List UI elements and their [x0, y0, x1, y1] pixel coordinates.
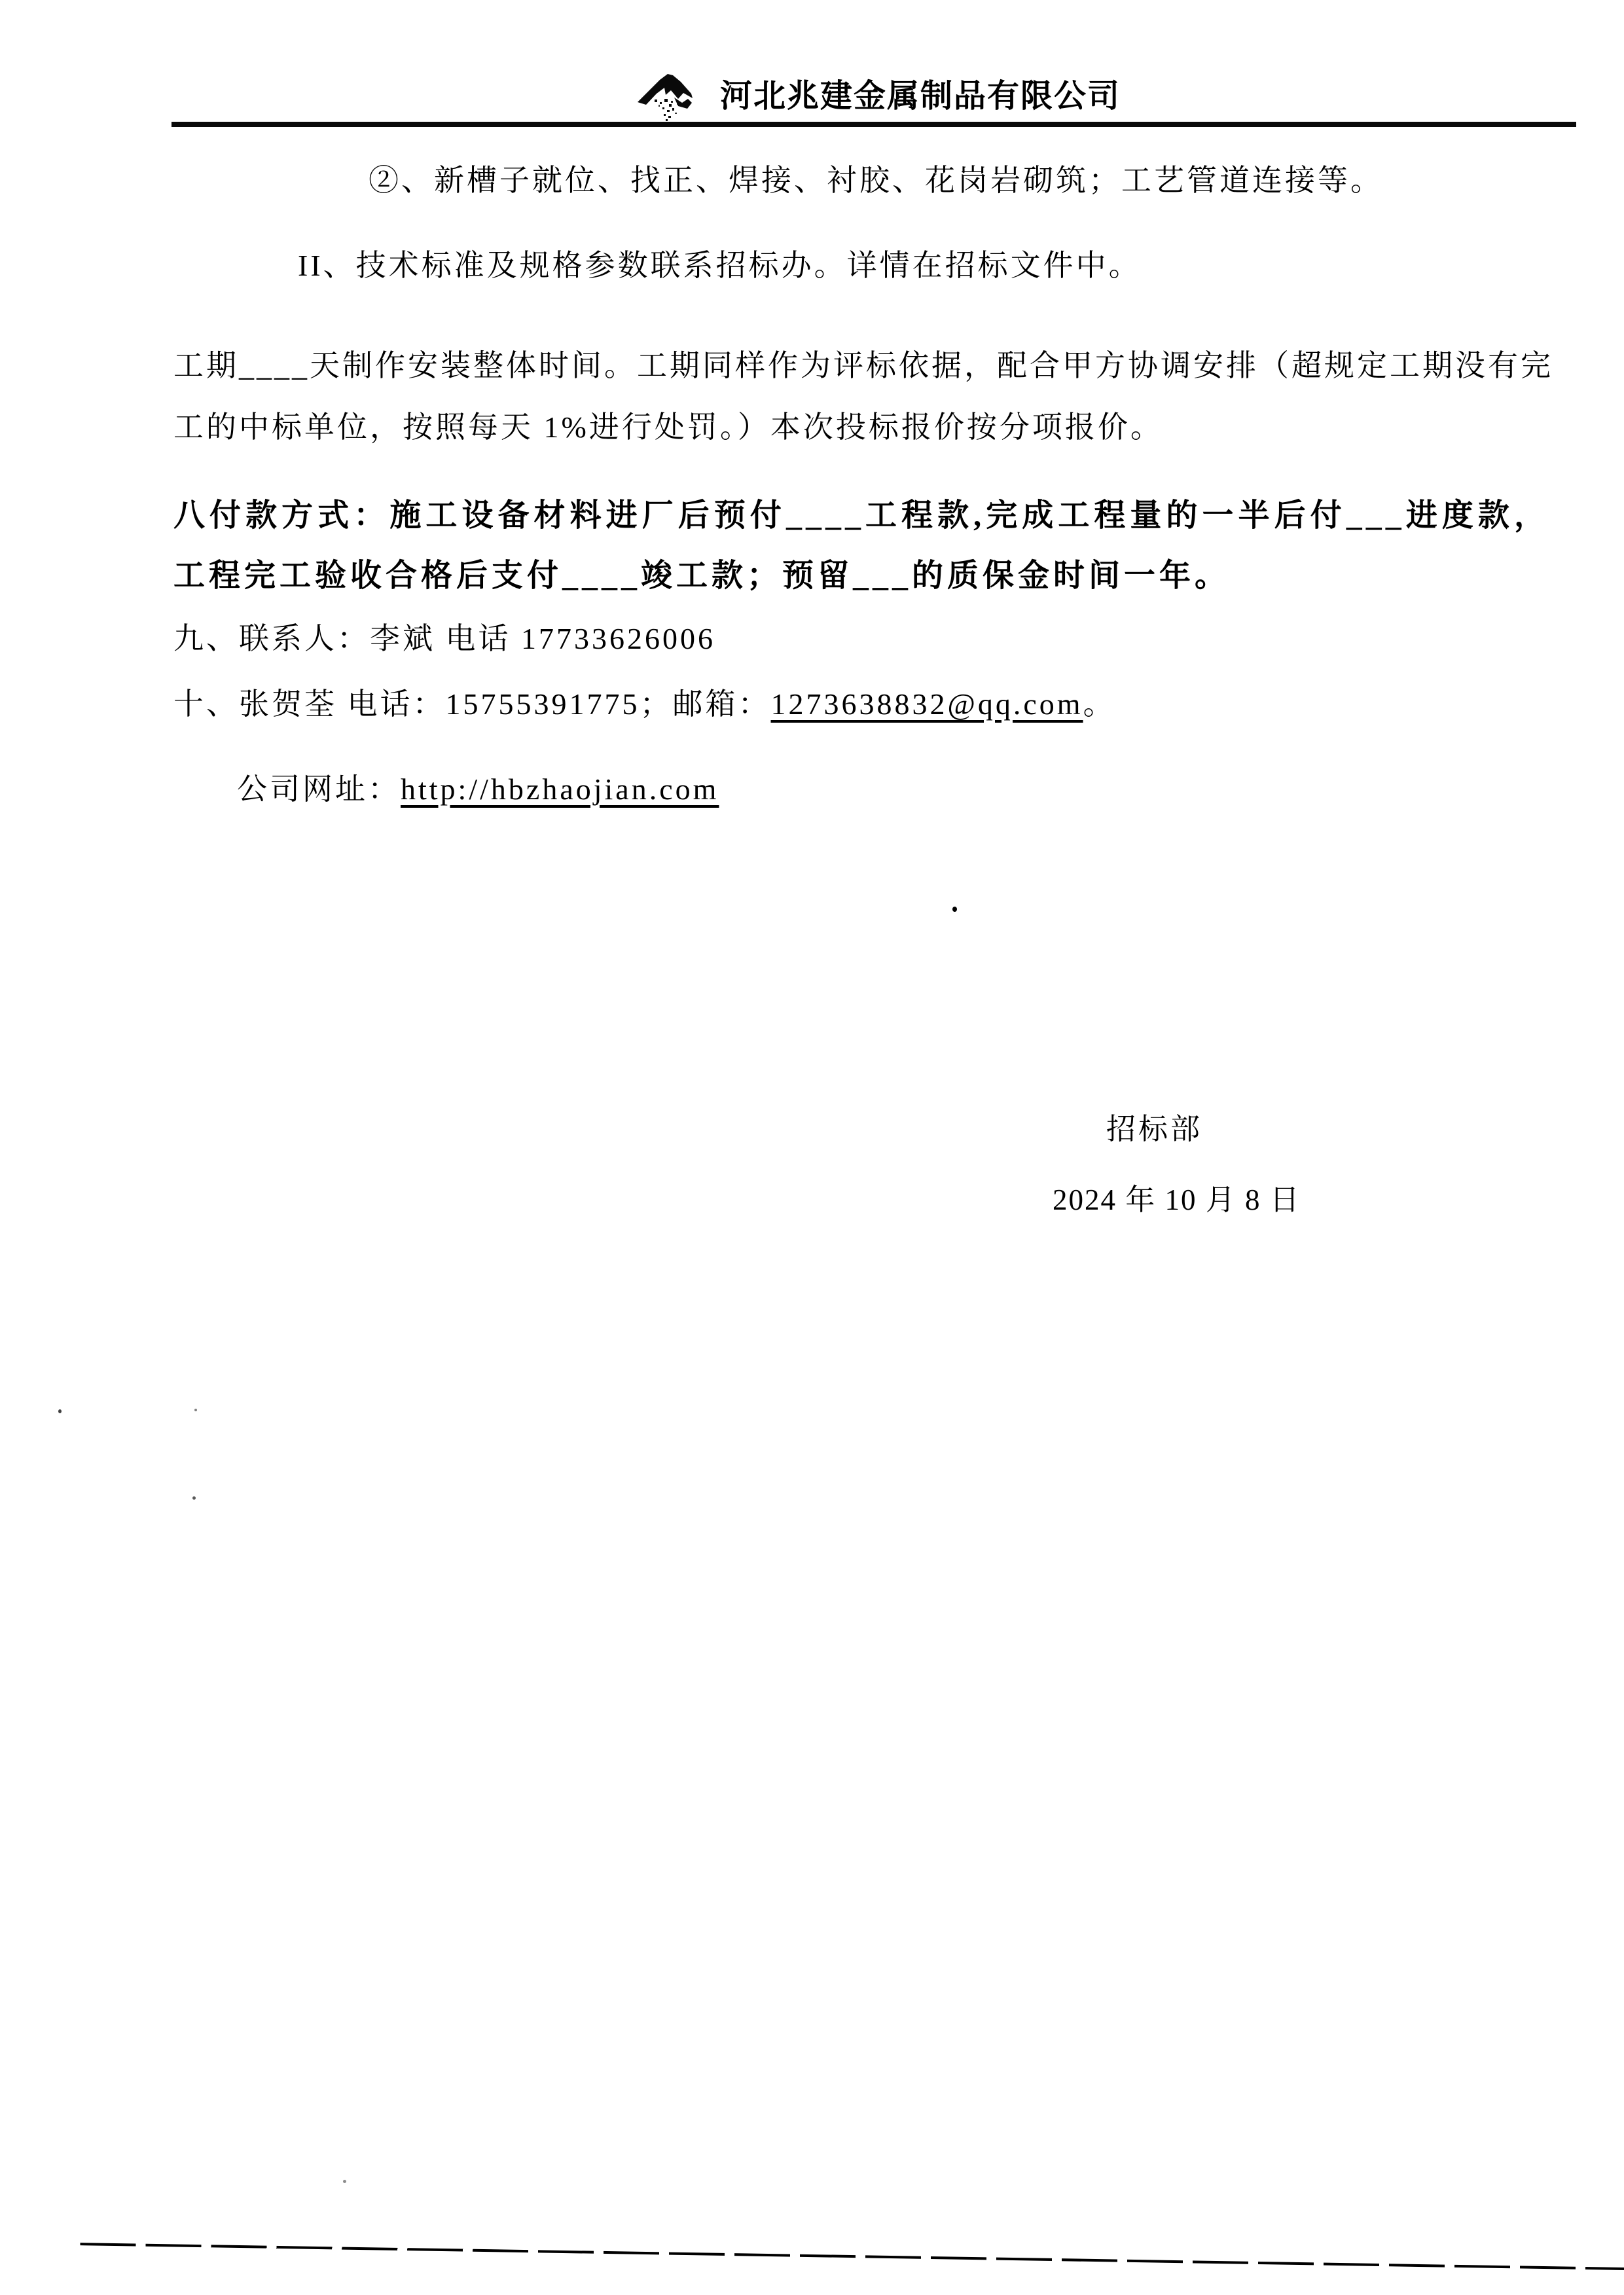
website-link[interactable]: http://hbzhaojian.com: [401, 772, 719, 806]
email-link[interactable]: 1273638832@qq.com: [770, 687, 1083, 721]
contact-ten-line: [173, 686, 1116, 722]
header-rule: [171, 122, 1576, 127]
contact-ten-suffix: 。: [1083, 687, 1116, 721]
company-logo-mountain-icon: [635, 68, 695, 126]
scan-speck: [343, 2180, 346, 2183]
scan-speck: [952, 907, 957, 912]
website-line: [237, 771, 719, 807]
contact-ten-text: 十、张贺荃 电话：15755391775；邮箱：: [173, 687, 771, 721]
scan-speck: [58, 1409, 62, 1413]
scan-speck: [194, 1409, 197, 1411]
payment-paragraph: [173, 486, 1549, 606]
scan-artifact-line: [80, 2243, 1624, 2270]
signature-department: 招标部: [1106, 1113, 1203, 1146]
schedule-paragraph: [173, 335, 1553, 458]
list-item-circle2: ②、新槽子就位、找正、焊接、衬胶、花岗岩砌筑；工艺管道连接等。: [369, 164, 1383, 197]
schedule-line-2: 工的中标单位，按照每天 1%进行处罚。）本次投标报价按分项报价。: [173, 410, 1163, 444]
contact-nine-line: 九、联系人：李斌 电话 17733626006: [173, 622, 715, 655]
signature-date: 2024 年 10 月 8 日: [1053, 1184, 1301, 1216]
payment-line-2: 工程完工验收合格后支付____竣工款；预留___的质保金时间一年。: [173, 558, 1231, 593]
list-item-roman2: II、技术标准及规格参数联系招标办。详情在招标文件中。: [298, 249, 1142, 282]
scan-speck: [192, 1496, 196, 1500]
company-name: 河北兆建金属制品有限公司: [720, 78, 1121, 114]
payment-line-1: 八付款方式：施工设备材料进厂后预付____工程款,完成工程量的一半后付___进度款，: [173, 498, 1549, 533]
schedule-line-1: 工期____天制作安装整体时间。工期同样作为评标依据，配合甲方协调安排（超规定工期没有完: [173, 349, 1553, 382]
website-label: 公司网址：: [237, 772, 401, 806]
